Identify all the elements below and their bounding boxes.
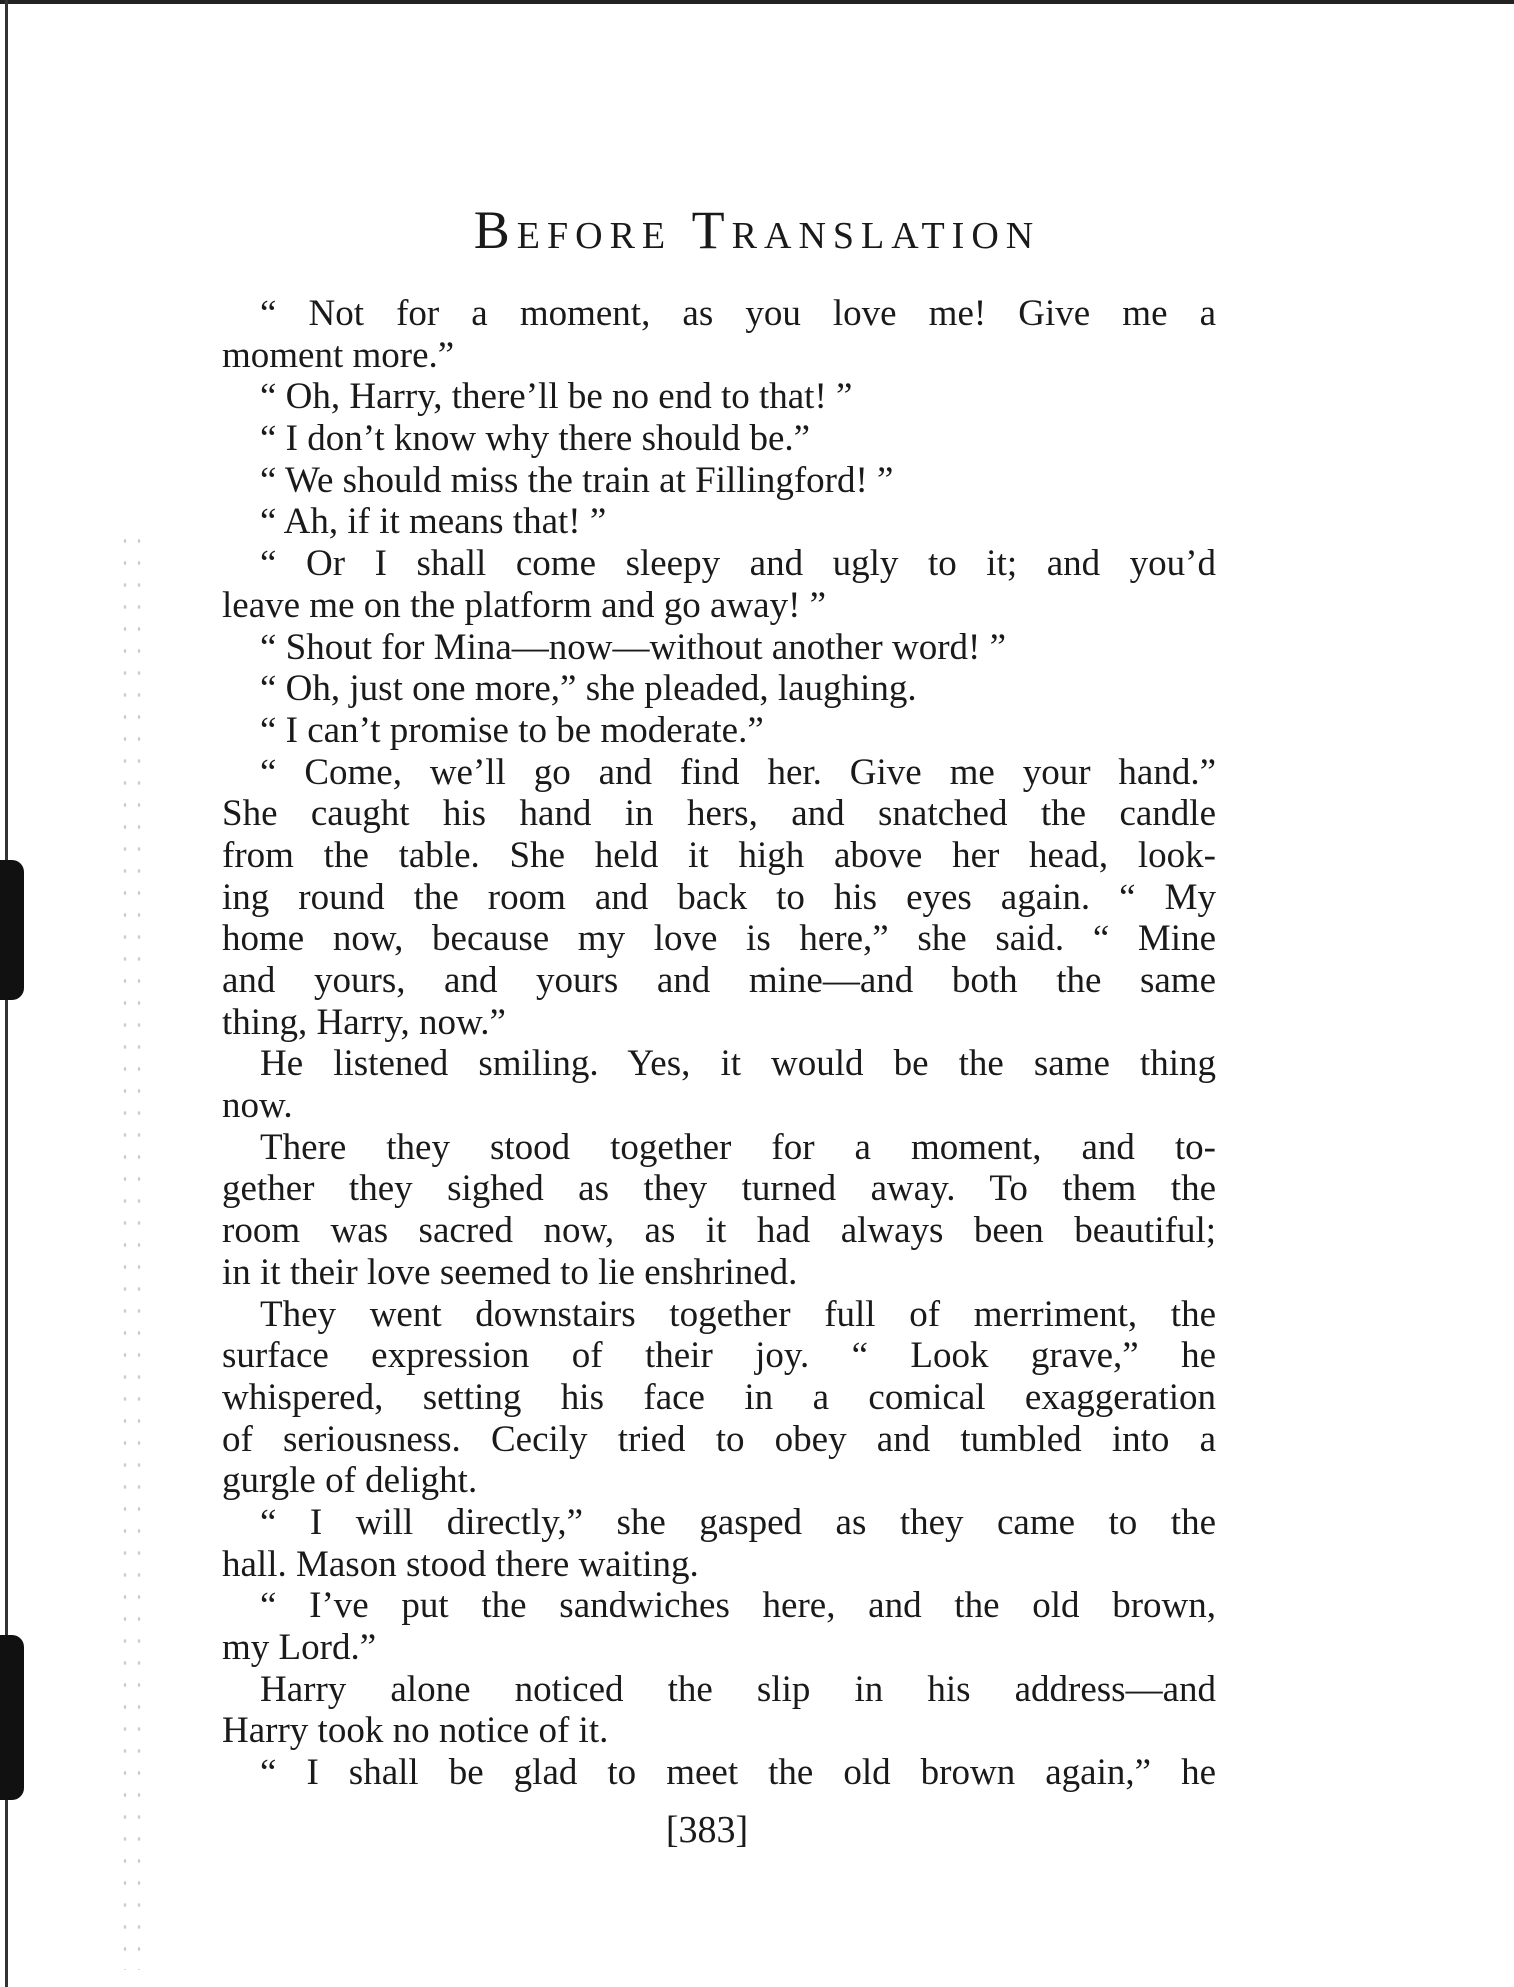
text-line: They went downstairs together full of merriment, the: [260, 1293, 1216, 1335]
gutter-speckles: [118, 530, 148, 1970]
text-line: home now, because my love is here,” she said. “ Mine: [222, 918, 1216, 960]
binding-mark: [0, 1635, 24, 1800]
text-line: “ Oh, Harry, there’ll be no end to that! ”: [260, 376, 853, 418]
text-line: moment more.”: [222, 334, 455, 376]
text-line: She caught his hand in hers, and snatched the candle: [222, 793, 1216, 835]
text-line: “ Or I shall come sleepy and ugly to it; and you’d: [260, 543, 1216, 585]
text-line: “ Not for a moment, as you love me! Give me a: [260, 293, 1216, 334]
body-text: [222, 293, 1216, 1794]
text-line: He listened smiling. Yes, it would be the same thing: [260, 1043, 1216, 1085]
text-line: surface expression of their joy. “ Look grave,” he: [222, 1335, 1216, 1377]
text-line: “ I will directly,” she gasped as they came to the: [260, 1501, 1216, 1543]
text-line: “ Oh, just one more,” she pleaded, laughing.: [260, 668, 917, 710]
binding-mark: [0, 860, 24, 1000]
text-line: room was sacred now, as it had always been beautiful;: [222, 1210, 1216, 1252]
text-line: gurgle of delight.: [222, 1460, 478, 1502]
text-line: thing, Harry, now.”: [222, 1001, 506, 1043]
text-line: from the table. She held it high above her head, look-: [222, 834, 1216, 876]
text-line: gether they sighed as they turned away. To them the: [222, 1168, 1216, 1210]
text-line: of seriousness. Cecily tried to obey and tumbled into a: [222, 1418, 1216, 1460]
text-line: my Lord.”: [222, 1627, 377, 1668]
text-line: in it their love seemed to lie enshrined.: [222, 1251, 798, 1293]
text-line: “ Shout for Mina—now—without another word! ”: [260, 626, 1007, 668]
text-line: Harry took no notice of it.: [222, 1710, 609, 1752]
text-line: leave me on the platform and go away! ”: [222, 584, 827, 626]
text-line: now.: [222, 1085, 293, 1127]
text-line: Harry alone noticed the slip in his address—and: [260, 1668, 1216, 1710]
text-line: whispered, setting his face in a comical exaggeration: [222, 1376, 1216, 1418]
text-line: “ Ah, if it means that! ”: [260, 501, 607, 543]
text-line: ing round the room and back to his eyes again. “ My: [222, 876, 1216, 918]
text-line: and yours, and yours and mine—and both the same: [222, 960, 1216, 1001]
text-line: “ I shall be glad to meet the old brown again,” he: [260, 1752, 1216, 1794]
page-title: Before Translation: [473, 200, 1041, 260]
page-top-edge: [0, 0, 1514, 4]
text-line: “ We should miss the train at Fillingford! ”: [260, 459, 894, 501]
text-line: “ I can’t promise to be moderate.”: [260, 709, 764, 751]
text-line: “ I’ve put the sandwiches here, and the old brown,: [260, 1585, 1216, 1627]
text-line: “ Come, we’ll go and find her. Give me your hand.”: [260, 751, 1216, 793]
text-line: “ I don’t know why there should be.”: [260, 418, 811, 460]
text-line: hall. Mason stood there waiting.: [222, 1543, 699, 1585]
text-line: There they stood together for a moment, and to-: [260, 1126, 1216, 1168]
page-number: [383]: [665, 1809, 749, 1851]
